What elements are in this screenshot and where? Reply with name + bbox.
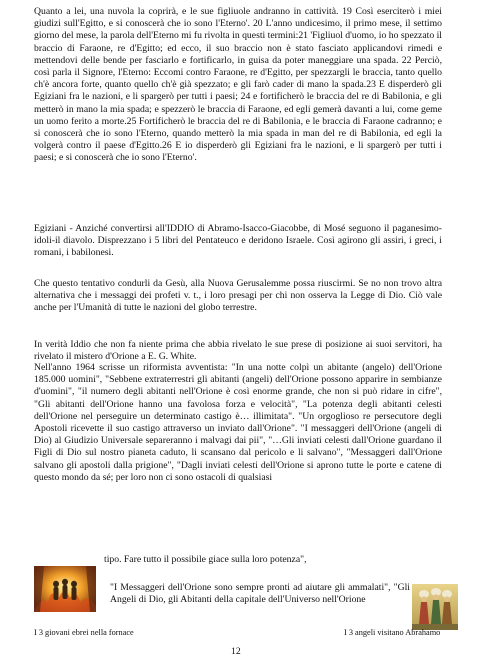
orion-mystery-paragraph: In verità Iddio che non fa niente prima che abbia rivelato le sue prese di posizione ai suoi servitori, ha rivelato il mistero d'Orione a E. G. White. bbox=[34, 339, 442, 363]
egyptians-paragraph: Egiziani - Anziché convertirsi all'IDDIO di Abramo-Isacco-Giacobbe, di Mosé seguono il paganesimo-idoli-il diavolo. Disprezzano i 5 libri del Pentateuco e deridono Israele. Così agirono gli assiri, i greci, i romani, i babilonesi. bbox=[34, 223, 442, 259]
wrapped-text-line: tipo. Fare tutto il possibile giace sulla loro potenza", bbox=[104, 554, 307, 565]
attempt-paragraph: Che questo tentativo condurli da Gesù, alla Nuova Gerusalemme possa riuscirmi. Se no non trovo altra alternativa che i messaggi dei profeti v. t., i loro presagi per chi non osserva la Legge di Dio. Ciò vale anche per l'Umanità di tutte le nazioni del globo terrestre. bbox=[34, 278, 442, 314]
left-image-caption: I 3 giovani ebrei nella fornace bbox=[34, 628, 134, 637]
scripture-paragraph: Quanto a lei, una nuvola la coprirà, e le sue figliuole andranno in cattività. 19 Così eserciterò i miei giudizi sull'Egitto, e si conoscerà che io sono l'Eterno'. 20 L'anno undicesimo, il primo mese, il settimo giorno del mese, la parola dell'Eterno mi fu rivolta in questi termini:21 'Figliuol d'uomo, io ho spezzato il braccio di Faraone, re d'Egitto; ed ecco, il suo braccio non è stato fasciato applicandovi rimedi e mettendovi delle bende per fasciarlo e fortificarlo, in guisa da poter maneggiare una spada. 22 Perciò, così parla il Signore, l'Eterno: Eccomi contro Faraone, re d'Egitto, per spezzargli le braccia, tanto quello ch'è ancora forte, quanto quello ch'è già spezzato; e gli farò cader di mano la spada.23 E disperderò gli Egiziani fra le nazioni, e li spargerò per tutti i paesi; 24 e fortificherò le braccia del re di Babilonia, e gli metterò in mano la mia spada; e spezzerò le braccia di Faraone, ed egli gemerà davanti a lui, come geme un uomo ferito a morte.25 Fortificherò le braccia del re di Babilonia, e le braccia di Faraone cadranno; e si conoscerà che io sono l'Eterno, quando metterò la mia spada in man del re di Babilonia, ed egli la volgerà contro il paese d'Egitto.26 E io disperderò gli Egiziani fra le nazioni, e li spargerò per tutti i paesi; e si conoscerà che io sono l'Eterno'. bbox=[34, 6, 442, 164]
adventist-quote-paragraph: Nell'anno 1964 scrisse un riformista avventista: "In una notte colpì un abitante (angelo) dell'Orione 185.000 uomini", "Sebbene extraterrestri gli abitanti (angeli) dell'Orione possono apparire in sembianze d'uomini", "il numero degli abitanti nell'Orione è così enorme grande, che non si può ridare in cifre", "Gli abitanti dell'Orione hanno una favolosa forza e velocità", "La potenza degli abitanti celesti dell'Orione nel perseguire un determinato castigo è… illimitata". "Un orgoglioso re persecutore degli Apostoli ricevette il suo castigo attraverso un inviato dall'Orione". "I messaggeri dell'Orione (angeli di Dio) al Giudizio Universale separeranno i malvagi dai pii", "…Gli inviati celesti dall'Orione guardano il Figli di Dio sul nostro pianeta caduto, li scansano dal pericolo e li salvano", "Messaggeri dall'Orione salvano gli apostoli dalla prigione", "Dagli inviati celesti dell'Orione si aprono tutte le porte e catene di questo mondo da sé; per loro non ci sono ostacoli di qualsiasi bbox=[34, 362, 442, 483]
wrapped-text-block: "I Messaggeri dell'Orione sono sempre pronti ad aiutare gli ammalati", "Gli Angeli di Dio, gli Abitanti della capitale dell'Universo nell'Orione bbox=[110, 582, 410, 606]
page-number: 12 bbox=[231, 646, 241, 657]
right-image-caption: I 3 angeli visitano Abrahamo bbox=[344, 628, 441, 637]
angels-visit-abraham-image bbox=[412, 584, 458, 630]
fiery-furnace-image bbox=[34, 566, 96, 612]
